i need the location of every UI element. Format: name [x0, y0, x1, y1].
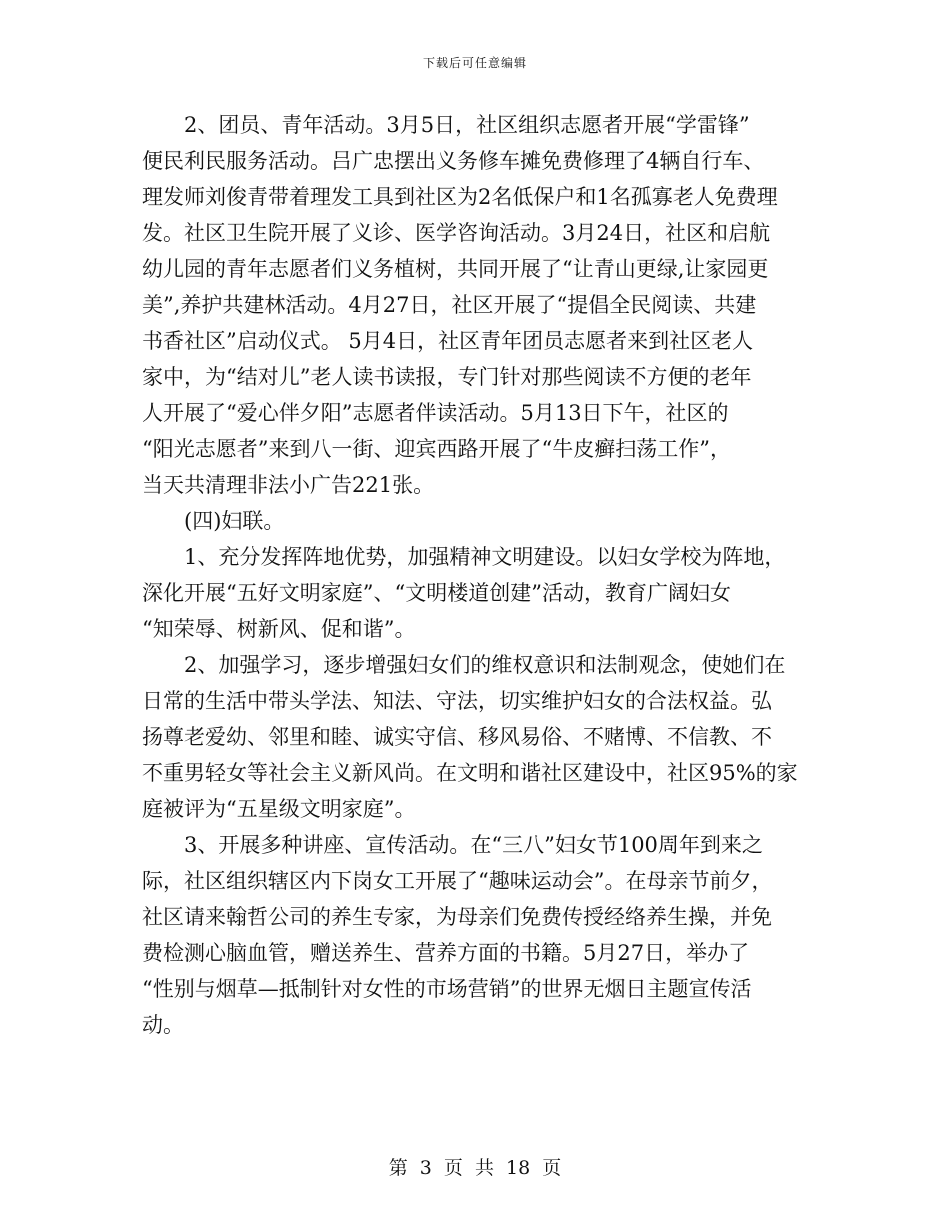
text-line: 书香社区”启动仪式。 5月4日，社区青年团员志愿者来到社区老人 [142, 329, 754, 353]
text-line: 际，社区组织辖区内下岗女工开展了“趣味运动会”。在母亲节前夕， [142, 869, 773, 893]
text-line: 社区请来翰哲公司的养生专家，为母亲们免费传授经络养生操，并免 [142, 905, 772, 929]
text-line: 理发师刘俊青带着理发工具到社区为2名低保户和1名孤寡老人免费理 [142, 185, 778, 209]
text-line: “性别与烟草—抵制针对女性的市场营销”的世界无烟日主题宣传活 [142, 977, 752, 1001]
text-line: 庭被评为“五星级文明家庭”。 [142, 797, 416, 821]
text-line: 3、开展多种讲座、宣传活动。在“三八”妇女节100周年到来之 [184, 833, 763, 857]
body-text [142, 107, 812, 1043]
text-line: 美”,养护共建林活动。4月27日，社区开展了“提倡全民阅读、共建 [142, 293, 757, 317]
text-line: 发。社区卫生院开展了义诊、医学咨询活动。3月24日，社区和启航 [142, 221, 771, 245]
text-line: 日常的生活中带头学法、知法、守法，切实维护妇女的合法权益。弘 [142, 689, 772, 713]
text-line: 家中，为“结对儿”老人读书读报，专门针对那些阅读不方便的老年 [142, 365, 752, 389]
text-line: 2、加强学习，逐步增强妇女们的维权意识和法制观念，使她们在 [184, 653, 786, 677]
text-line: (四)妇联。 [184, 509, 285, 533]
text-line: 扬尊老爱幼、邻里和睦、诚实守信、移风易俗、不赌博、不信教、不 [142, 725, 772, 749]
text-line: 动。 [142, 1013, 184, 1037]
text-line: 费检测心脑血管，赠送养生、营养方面的书籍。5月27日，举办了 [142, 941, 750, 965]
text-line: 便民利民服务活动。吕广忠摆出义务修车摊免费修理了4辆自行车、 [142, 149, 765, 173]
text-line: “知荣辱、树新风、促和谐”。 [142, 617, 416, 641]
text-line: 幼儿园的青年志愿者们义务植树，共同开展了“让青山更绿,让家园更 [142, 257, 769, 281]
text-line: 人开展了“爱心伴夕阳”志愿者伴读活动。5月13日下午，社区的 [142, 401, 729, 425]
text-line: 当天共清理非法小广告221张。 [142, 473, 435, 497]
text-line: 深化开展“五好文明家庭”、“文明楼道创建”活动，教育广阔妇女 [142, 581, 731, 605]
text-line: “阳光志愿者”来到八一街、迎宾西路开展了“牛皮癣扫荡工作”， [142, 437, 731, 461]
text-line: 不重男轻女等社会主义新风尚。在文明和谐社区建设中，社区95%的家 [142, 761, 798, 785]
header-note: 下载后可任意编辑 [422, 56, 527, 70]
text-line: 1、充分发挥阵地优势，加强精神文明建设。以妇女学校为阵地， [184, 545, 786, 569]
page-footer: 第 3 页 共 18 页 [388, 1157, 562, 1179]
text-line: 2、团员、青年活动。3月5日，社区组织志愿者开展“学雷锋” [184, 113, 750, 137]
